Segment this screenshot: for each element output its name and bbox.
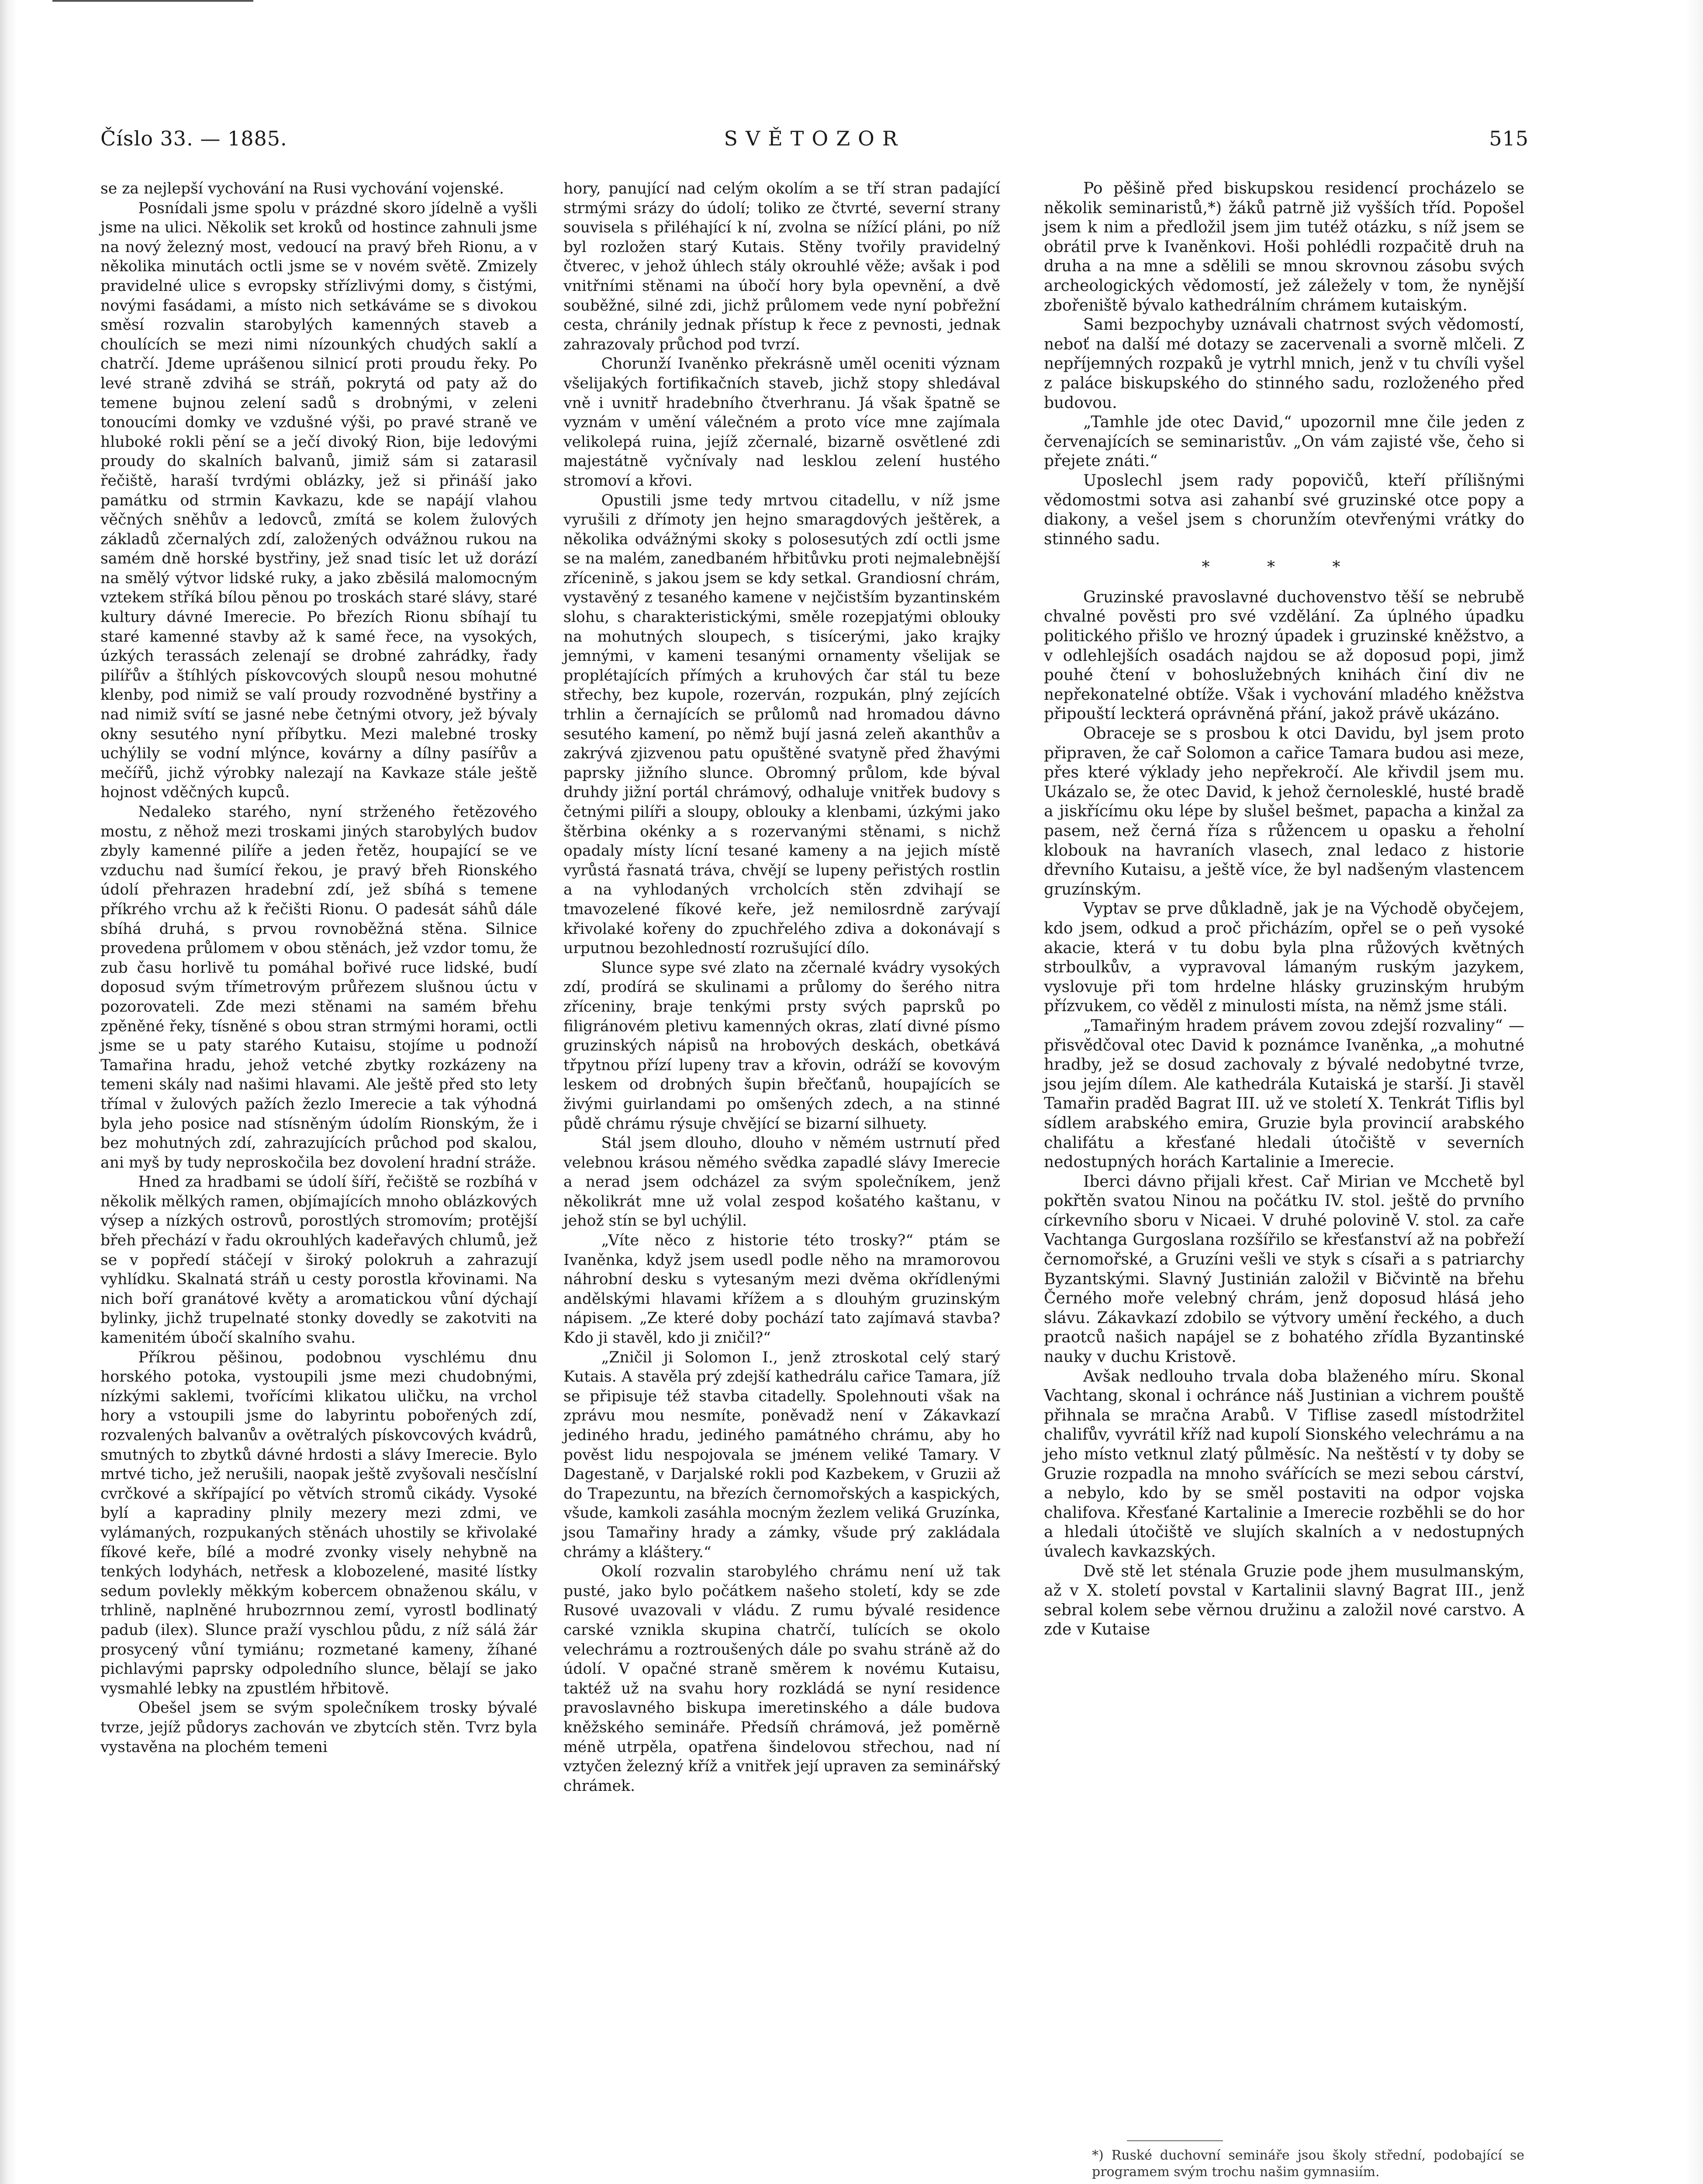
paragraph: Nedaleko starého, nyní strženého řetězového mostu, z něhož mezi troskami jiných starobylých budov zbyly kamenné pilíře a jeden řetěz, houpající se ve vzduchu nad šumící řekou, je pravý břeh Rionského údolí přehrazen hradební zdí, jež sbíhá s temene příkrého vrchu až k řečišti Rionu. O padesát sáhů dále sbíhá druhá, s prvou rovnoběžná stěna. Silnice provedena průlomem v obou stěnách, jež vzdor tomu, že zub času horlivě tu pomáhal bořivé ruce lidské, budí doposud svým třímetrovým průřezem slušnou úctu v pozorovateli. Zde mezi stěnami na samém břehu zpěněné řeky, tísněné s obou stran strmými horami, octli jsme se u paty starého Kutaisu, stojíme u podnoží Tamařina hradu, jehož vetché zbytky rozkázeny na temeni skály nad našimi hlavami. Ale ještě před sto lety třímal v žulových pažích žezlo Imerecie a tak výhodná byla jeho posice nad stísněným údolím Rionským, že i bez mohutných zdí, zahrazujících průchod pod skalou, ani myš by tudy neproskočila bez dovolení hradní stráže. (100, 803, 537, 1171)
paragraph: hory, panující nad celým okolím a se tří stran padající strmými srázy do údolí; toliko ze čtvrté, severní strany souvisela s přiléhající k ní, zvolna se nížící pláni, po níž byl rozložen starý Kutais. Stěny tvořily pravidelný čtverec, v jehož úhlech stály okrouhlé věže; avšak i pod vnitřními stěnami na úbočí hory byla opevnění, a dvě souběžné, silné zdi, jichž průlomem vede nyní pobřežní cesta, chránily jednak přístup k řece z pevnosti, jednak zahrazovaly průchod pod tvrzí. (563, 180, 1000, 353)
paragraph: Okolí rozvalin starobylého chrámu není už tak pusté, jako bylo počátkem našeho století, kdy se zde Rusové uvazovali v vládu. Z rumu bývalé residence carské vznikla skupina chatrčí, tulících se okolo velechrámu a roztroušených dále po svahu stráně až do údolí. V opačné straně směrem k novému Kutaisu, taktéž už na svahu hory rozkládá se nyní residence pravoslavného biskupa imeretinského a dále budova kněžského semináře. Předsíň chrámová, jež poměrně méně utrpěla, opatřena šindelovou střechou, nad ní vztyčen železný kříž a vnitřek její upraven za seminářský chrámek. (563, 1563, 1000, 1795)
paragraph: Opustili jsme tedy mrtvou citadellu, v níž jsme vyrušili z dřímoty jen hejno smaragdových ještěrek, a několika odvážnými skoky s polosesutých zdí octli jsme se na malém, zanedbaném hřbitůvku proti nejmalebnější zřícenině, s jakou jsem se kdy setkal. Grandiosní chrám, vystavěný z tesaného kamene v nejčistším byzantinském slohu, s charakteristickými, směle rozepjatými oblouky na mohutných sloupech, s tisícerými, jako krajky jemnými, v kameni tesanými ornamenty všelijak se proplétajících přímých a kruhových čar stál tu beze střechy, bez kupole, rozerván, rozpukán, plný zejících trhlin a černajících se průlomů nad hromadou dávno sesutého kamení, po němž bují jasná zeleň akanthův a zakrývá zjizvenou patu opuštěné svatyně před žhavými paprsky jižního slunce. Obromný průlom, kde býval druhdy jižní portál chrámový, odhaluje vnitřek budovy s četnými pilíři a sloupy, oblouky a klenbami, úzkými jako štěrbina okénky a s rozervanými stěnami, s nichž opadaly místy lícní tesané kameny a na jejich místě vyrůstá řasnatá tráva, chvějí se lupeny peřistých rostlin a na vyhlodaných vrcholcích stěn zdvihají se tmavozelené fíkové keře, jež nemilosrdně zarývají křivolaké kořeny do zpuchřelého zdiva a dokonávají s urputnou bezohledností rozrušující dílo. (563, 491, 1000, 957)
paragraph: Hned za hradbami se údolí šíří, řečiště se rozbíhá v několik mělkých ramen, objímajících mnoho oblázkových výsep a nízkých ostrovů, porostlých stromovím; protější břeh přechází v řadu okrouhlých kadeřavých chlumů, jež se v popředí stáčejí v široký polokruh a zahrazují vyhlídku. Skalnatá stráň u cesty porostla křovinami. Na nich boří granátové květy a aromatickou vůní dýchají bylinky, jichž trupelnaté stonky dovedly se zakotviti na kamenitém úbočí skalního svahu. (100, 1173, 537, 1347)
section-separator: * * * (1202, 558, 1367, 577)
paragraph: „Víte něco z historie této trosky?“ ptám se Ivaněnka, když jsem usedl podle něho na mramorovou náhrobní desku s vytesaným mezi dvěma okřídlenými andělskými hlavami křížem a s dlouhým gruzinským nápisem. „Ze které doby pochází tato zajímavá stavba? Kdo ji stavěl, kdo ji zničil?“ (563, 1232, 1000, 1347)
paragraph: Stál jsem dlouho, dlouho v němém ustrnutí před velebnou krásou němého svědka zapadlé slávy Imerecie a nerad jsem odcházel za svým společníkem, jenž několikrát mne už volal zespod košatého kaštanu, v jehož stín se byl uchýlil. (563, 1134, 1000, 1230)
paragraph: se za nejlepší vychování na Rusi vychování vojenské. (100, 180, 504, 197)
footnote (1092, 2140, 1524, 2181)
paragraph: Slunce sype své zlato na zčernalé kvádry vysokých zdí, prodírá se skulinami a průlomy do šerého nitra zříceniny, braje tenkými prsty svých paprsků po filigránovém pletivu kamenných okras, zlatí divné písmo gruzinských nápisů na hrobových deskách, obetkává třpytnou přízí lupeny trav a křovin, odráží se kovovým leskem od drobných šupin břečťanů, houpajících se živými guirlandami po omšených zdech, a na stinné půdě chrámu rýsuje chvějící se bizarní silhuety. (563, 959, 1000, 1133)
footnote-rule (1127, 2140, 1223, 2141)
paragraph: Dvě stě let sténala Gruzie pode jhem musulmanským, až v X. století povstal v Kartalinii slavný Bagrat III., jenž sebral kolem sebe věrnou družinu a založil nové carstvo. A zde v Kutaise (1044, 1562, 1524, 1639)
paragraph: „Zničil ji Solomon I., jenž ztroskotal celý starý Kutais. A stavěla prý zdejší kathedrálu cařice Tamara, jíž se připisuje též stavba citadelly. Spolehnouti však na zprávu mou nesmíte, poněvadž není v Zákavkazí jediného hradu, jediného památného chrámu, aby ho pověst lidu nespojovala se jménem veliké Tamary. V Dagestaně, v Darjalské rokli pod Kazbekem, v Gruzii až do Trapezuntu, na březích černomořských a kaspických, všude, kamkoli zasáhla mocným žezlem veliká Gruzínka, jsou Tamařiny hrady a zámky, všude prý zakládala chrámy a kláštery.“ (563, 1348, 1000, 1561)
paragraph: Příkrou pěšinou, podobnou vyschlému dnu horského potoka, vystoupili jsme mezi chudobnými, nízkými saklemi, tvořícími klikatou uličku, na vrchol hory a vstoupili jsme do labyrintu pobořených zdí, rozvalených balvanův a ovětralých pískovcových kvádrů, smutných to zbytků dávné hrdosti a slávy Imerecie. Bylo mrtvé ticho, jež nerušili, naopak ještě zvyšovali nesčíslní cvrčkové a skřípající po větvích stromů cikády. Vysoké bylí a kapradiny plnily mezery mezi zdmi, ve vylámaných, rozpukaných stěnách uhostily se křivolaké fíkové keře, bílé a modré zvonky visely nehybně na tenkých lodyhách, netřesk a klobozelené, masité lístky sedum povlekly měkkým kobercem obnaženou skálu, v trhlině, naplněné hrubozrnnou zemí, vyrostl bodlinatý padub (ilex). Slunce praží vyschlou půdu, z níž sálá žár prosycený vůní tymiánu; rozmetané kameny, žíhané pichlavými paprsky odpoledního slunce, bělají se jako vysmahlé lebky na zpustlém hřbitově. (100, 1348, 537, 1697)
column-1 (100, 179, 537, 1757)
paragraph: Po pěšině před biskupskou residencí procházelo se několik seminaristů,*) žáků patrně již vyšších tříd. Popošel jsem k nim a předložil jsem jim tutéž otázku, s níž jsem se obrátil prve k Ivaněnkovi. Hoši pohlédli rozpačitě druh na druha a na mne a sdělili se mnou skrovnou zásobu svých archeologických vědomostí, jež záležely v tom, že nynější zbořeniště bývalo kathedrálním chrámem kutaiským. (1044, 180, 1524, 314)
paragraph: „Tamhle jde otec David,“ upozornil mne čile jeden z červenajících se seminaristův. „On vám zajisté vše, čeho si přejete znáti.“ (1044, 413, 1524, 470)
paragraph: Vyptav se prve důkladně, jak je na Východě obyčejem, kdo jsem, odkud a proč přicházím, opřel se o peň vysoké akacie, která v tu dobu byla plna růžových květných strboulkův, a vypravoval lámaným ruským jazykem, vyslovuje při tom hrdelne hlásky gruzinským hrubým přízvukem, co věděl z minulosti místa, na němž jsme stáli. (1044, 900, 1524, 1016)
paragraph: Sami bezpochyby uznávali chatrnost svých vědomostí, neboť na další mé dotazy se zacervenali a svorně mlčeli. Z nepříjemných rozpaků je vytrhl mnich, jenž v tu chvíli vyšel z paláce biskupského do stinného sadu, rozloženého před budovou. (1044, 316, 1524, 412)
issue-number: Číslo 33. — 1885. (100, 127, 287, 150)
paragraph: Iberci dávno přijali křest. Cař Mirian ve Mcchetě byl pokřtěn svatou Ninou na počátku IV. stol. ještě do prvního církevního sboru v Nicaei. V druhé polovině V. stol. za caře Vachtanga Gurgoslana rozšířilo se křesťanství až na pobřeží černomořské, a Gruzíni vešli ve styk s císaři a s patriarchy Byzantskými. Slavný Justinián založil v Bičvintě na břehu Černého moře velebný chrám, jenž doposud hlásá jeho slávu. Zákavkazí zdobilo se výtvory umění řeckého, a duch praotců našich napájel se z bohatého zřídla Byzantinské nauky v duchu Kristově. (1044, 1172, 1524, 1366)
scan-edge (52, 0, 253, 2)
footnote-text: *) Ruské duchovní semináře jsou školy střední, podobající se programem svým trochu našim gymnasiím. (1092, 2148, 1524, 2180)
paragraph: Obešel jsem se svým společníkem trosky bývalé tvrze, jejíž půdorys zachován ve zbytcích stěn. Tvrz byla vystavěna na plochém temeni (100, 1699, 537, 1756)
column-2 (563, 179, 1000, 1796)
paragraph: Avšak nedlouho trvala doba blaženého míru. Skonal Vachtang, skonal i ochránce náš Justinian a vichrem pouště přihnala se mračna Arabů. V Tiflise zasedl místodržitel chalifův, vyvrátil kříž nad kupolí Sionského velechrámu a na jeho místo vetknul zlatý půlměsíc. Na neštěstí v ty doby se Gruzie rozpadla na mnoho svářících se mezi sebou cárství, a nebylo, kdo by se směl postaviti na odpor vojska chalifova. Křesťané Kartalinie a Imerecie rozběhli se do hor a hledali útočiště ve slujích skalních a v nedostupných úvalech kavkazských. (1044, 1367, 1524, 1561)
journal-title: SVĚTOZOR (724, 127, 905, 150)
paragraph: Chorunží Ivaněnko překrásně uměl oceniti význam všelijakých fortifikačních staveb, jichž stopy shledával vně i uvnitř hradebního čtverhranu. Já však špatně se vyznám v umění válečném a proto více mne zajímala velikolepá ruina, jejíž zčernalé, bizarně osvětlené zdi majestátně vyčnívaly nad lesklou zelení hustého stromoví a křovi. (563, 355, 1000, 490)
paragraph: Uposlechl jsem rady popovičů, kteří přílišnými vědomostmi sotva asi zahanbí své gruzinské otce popy a diakony, a vešel jsem s chorunžím otevřenými vrátky do stinného sadu. (1044, 471, 1524, 548)
column-3 (1044, 179, 1524, 1640)
paragraph: „Tamařiným hradem právem zovou zdejší rozvaliny“ — přisvědčoval otec David k poznámce Ivaněnka, „a mohutné hradby, jež se dosud zachovaly z bývalé nedobytné tvrze, jsou jejím dílem. Ale kathedrála Kutaiská je starší. Ji stavěl Tamařin praděd Bagrat III. už ve století X. Tenkrát Tiflis byl sídlem arabského emira, Gruzie byla provincií arabského chalifátu a křesťané hledali útočiště v severních nedostupných horách Kartalinie a Imerecie. (1044, 1016, 1524, 1171)
paragraph: Posnídali jsme spolu v prázdné skoro jídelně a vyšli jsme na ulici. Několik set kroků od hostince zahnuli jsme na nový železný most, vedoucí na pravý břeh Rionu, a v několika minutách octli jsme se v novém světě. Zmizely pravidelné ulice s evropsky střízlivými domy, s čistými, novými fasádami, a místo nich setkáváme se s divokou směsí rozvalin starobylých kamenných staveb a choulících se mezi nimi nízounkých chudých saklí a chatrčí. Jdeme uprášenou silnicí proti proudu řeky. Po levé straně zdvihá se stráň, pokrytá od paty až do temene bujnou zelení sadů s drobnými, v zeleni tonoucími domky ve vzdušné výši, po pravé straně ve hluboké rokli pění se a ječí divoký Rion, bije ledovými proudy do skalních balvanů, jimiž sám si zatarasil řečiště, haraší tvrdými oblázky, jež si přináší jako památku od strmin Kavkazu, kde se napájí vlahou věčných sněhův a ledovců, zmítá se kolem žulových základů zčernalých zdí, založených odvážnou rukou na samém dně horské bystřiny, jež snad tisíc let už dorází na smělý výtvor lidské ruky, a jako zběsilá malomocným vztekem stříká bílou pěnou po troskách staré slávy, staré kultury dávné Imerecie. Po březích Rionu sbíhají tu staré kamenné stavby až k samé řece, na vysokých, úzkých terassách zelenají se drobné zahrádky, řady pilířův a štíhlých pískovcových sloupů nesou mohutné klenby, pod nimiž se valí proudy rozvodněné bystřiny a nad nimiž svítí se jasné nebe četnými otvory, jež bývaly okny sesutého nyní příbytku. Mezi malebné trosky uchýlily se vodní mlýnce, kovárny a dílny pasířův a mečířů, jichž výrobky nalezají na Kavkaze stále ještě hojnost vděčných kupců. (100, 199, 537, 802)
page-header (100, 118, 1529, 153)
paragraph: Obraceje se s prosbou k otci Davidu, byl jsem proto připraven, že cař Solomon a cařice Tamara budou asi meze, přes které výklady jeho nepřekročí. Ale křivdil jsem mu. Ukázalo se, že otec David, k jehož černolesklé, husté bradě a jiskřícímu oku lépe by slušel bešmet, papacha a kinžal za pasem, než černá říza s růžencem u opasku a řeholní klobouk na havraních vlasech, znal ledaco z historie dřevního Kutaisu, a ještě více, že byl nadšeným vlastencem gruzínským. (1044, 725, 1524, 898)
paragraph: Gruzinské pravoslavné duchovenstvo těší se nebrubě chvalné pověsti pro své vzdělání. Za úplného úpadku politického přišlo ve hrozný úpadek i gruzinské kněžstvo, a v odlehlejších osadách najdou se až doposud popi, jimž pouhé čtení v bohoslužebných knihách činí div ne nepřekonatelné obtíže. Však i vychování mladého kněžstva připouští leckterá oprávněná přání, jakož právě ukázáno. (1044, 588, 1524, 723)
page-number: 515 (1489, 127, 1529, 150)
